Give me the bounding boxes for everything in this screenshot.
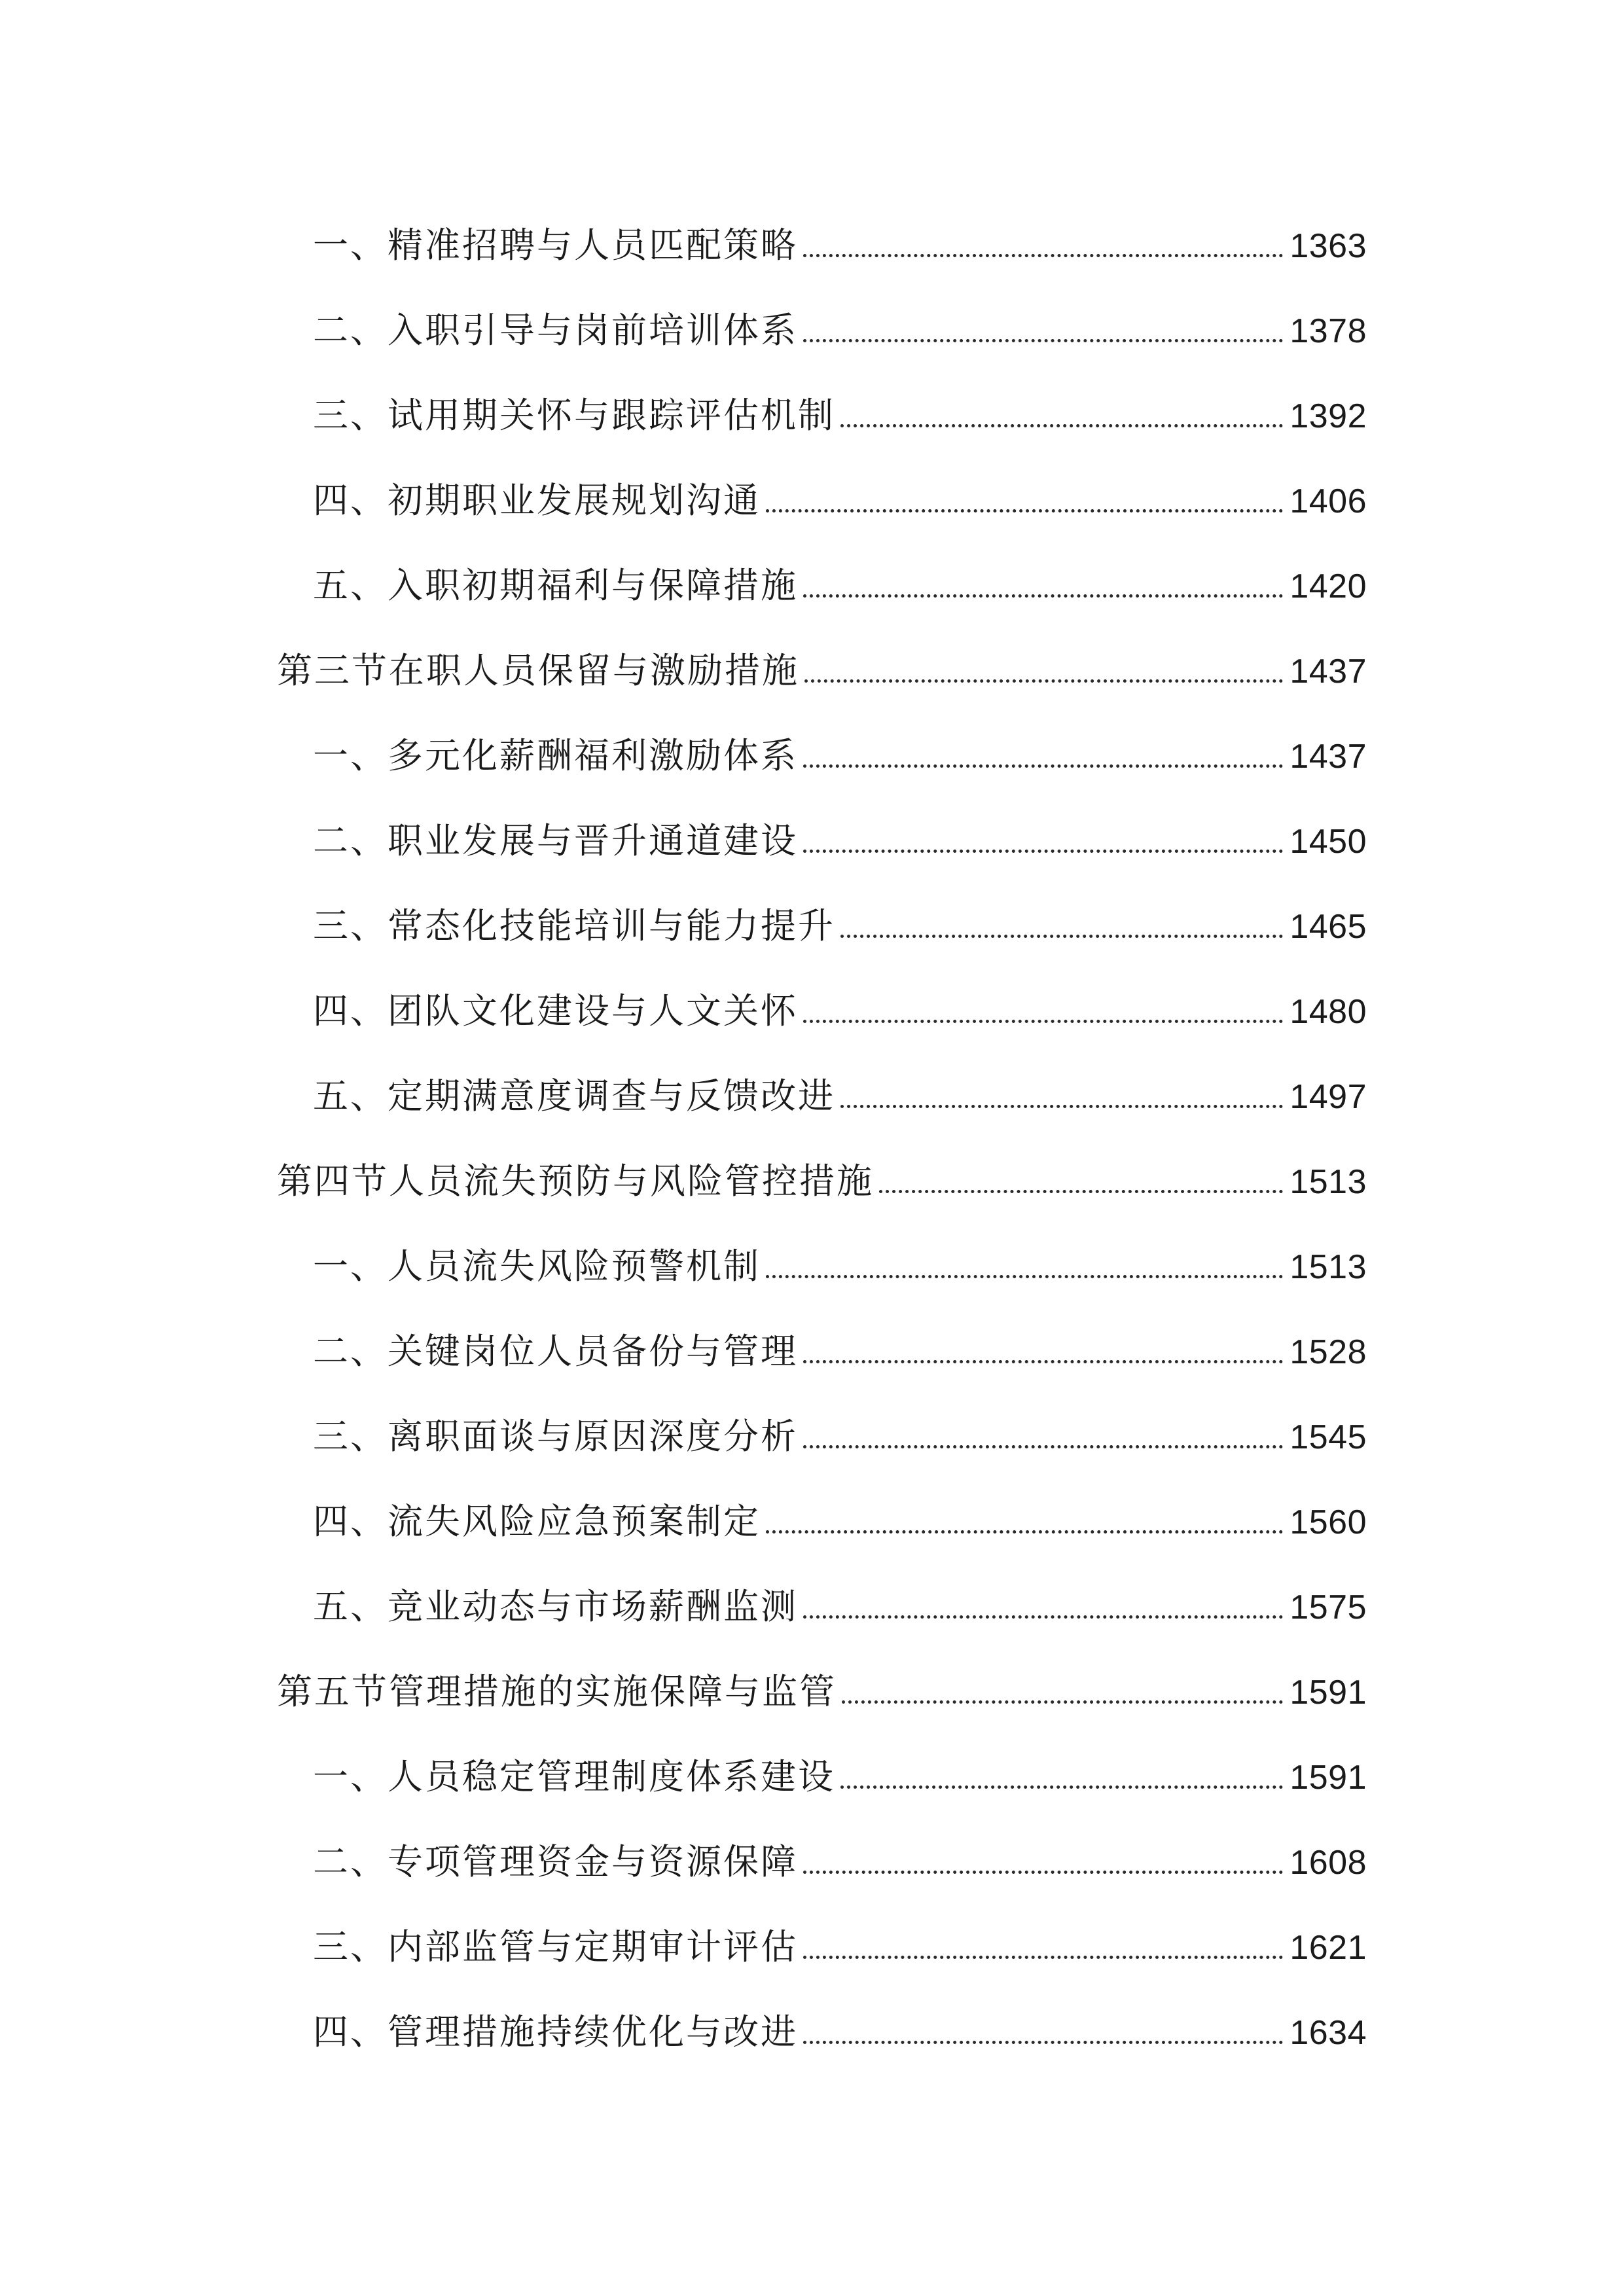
toc-dot-leader: [879, 1190, 1283, 1193]
toc-entry-page: 1560: [1290, 1503, 1367, 1541]
toc-entry-page: 1378: [1290, 312, 1367, 350]
toc-entry-title: 四、团队文化建设与人文关怀: [313, 990, 798, 1031]
toc-entry-title: 一、多元化薪酬福利激励体系: [313, 735, 798, 776]
toc-entry[interactable]: [313, 551, 1367, 606]
toc-dot-leader: [803, 1445, 1283, 1448]
toc-entry[interactable]: [313, 1912, 1367, 1965]
toc-entry-title: 三、试用期关怀与跟踪评估机制: [313, 395, 835, 436]
toc-entry-page: 1513: [1290, 1163, 1367, 1201]
toc-entry-title: 第三节在职人员保留与激励措施: [277, 650, 799, 691]
toc-entry-title: 第五节管理措施的实施保障与监管: [277, 1671, 837, 1712]
toc-entry-title: 二、关键岗位人员备份与管理: [313, 1331, 798, 1372]
toc-entry-title: 一、精准招聘与人员匹配策略: [313, 224, 798, 266]
toc-entry[interactable]: [313, 806, 1367, 859]
toc-entry-page: 1575: [1290, 1588, 1367, 1626]
toc-entry[interactable]: [313, 1487, 1367, 1542]
toc-entry-page: 1634: [1290, 2014, 1367, 2052]
toc-entry-title: 四、流失风险应急预案制定: [313, 1501, 761, 1542]
toc-entry[interactable]: [313, 1742, 1367, 1795]
toc-entry-page: 1406: [1290, 482, 1367, 520]
toc-entry-page: 1420: [1290, 567, 1367, 605]
toc-entry-title: 四、管理措施持续优化与改进: [313, 2011, 798, 2053]
toc-dot-leader: [803, 764, 1283, 768]
toc-entry[interactable]: [277, 1657, 1367, 1710]
toc-dot-leader: [803, 850, 1283, 853]
toc-dot-leader: [766, 1275, 1283, 1278]
toc-entry-title: 二、职业发展与晋升通道建设: [313, 820, 798, 861]
toc-dot-leader: [840, 935, 1283, 938]
toc-entry[interactable]: [313, 721, 1367, 774]
toc-entry[interactable]: [313, 211, 1367, 266]
toc-entry-page: 1591: [1290, 1674, 1367, 1712]
toc-entry-page: 1497: [1290, 1078, 1367, 1116]
toc-entry[interactable]: [313, 1998, 1367, 2053]
toc-dot-leader: [803, 339, 1283, 342]
toc-entry-title: 五、定期满意度调查与反馈改进: [313, 1075, 835, 1117]
toc-dot-leader: [803, 1020, 1283, 1023]
toc-entry-page: 1591: [1290, 1759, 1367, 1797]
toc-entry-title: 三、内部监管与定期审计评估: [313, 1926, 798, 1967]
toc-entry[interactable]: [313, 296, 1367, 351]
toc-dot-leader: [803, 1871, 1283, 1874]
toc-dot-leader: [803, 594, 1283, 598]
toc-entry-title: 第四节人员流失预防与风险管控措施: [277, 1160, 874, 1202]
toc-entry-page: 1437: [1290, 653, 1367, 691]
toc-entry-page: 1480: [1290, 993, 1367, 1031]
toc-dot-leader: [803, 1956, 1283, 1959]
toc-entry-page: 1621: [1290, 1929, 1367, 1967]
toc-entry[interactable]: [313, 1572, 1367, 1627]
toc-entry-title: 一、人员流失风险预警机制: [313, 1246, 761, 1287]
toc-dot-leader: [803, 254, 1283, 257]
toc-entry-page: 1545: [1290, 1418, 1367, 1456]
toc-dot-leader: [840, 1105, 1283, 1108]
toc-entry[interactable]: [313, 1317, 1367, 1372]
toc-entry[interactable]: [313, 1232, 1367, 1287]
toc-entry-page: 1528: [1290, 1333, 1367, 1371]
toc-entry-page: 1437: [1290, 738, 1367, 776]
toc-entry[interactable]: [277, 1147, 1367, 1202]
toc-entry[interactable]: [313, 977, 1367, 1029]
toc-entry-title: 二、入职引导与岗前培训体系: [313, 310, 798, 351]
toc-entry[interactable]: [313, 1827, 1367, 1880]
toc-dot-leader: [804, 679, 1283, 683]
toc-entry[interactable]: [313, 1062, 1367, 1117]
toc-dot-leader: [840, 424, 1283, 427]
toc-entry-page: 1363: [1290, 227, 1367, 265]
toc-dot-leader: [766, 1530, 1283, 1534]
toc-entry-title: 五、入职初期福利与保障措施: [313, 565, 798, 606]
toc-entry-title: 三、离职面谈与原因深度分析: [313, 1416, 798, 1457]
toc-entry[interactable]: [313, 466, 1367, 521]
toc-dot-leader: [803, 2041, 1283, 2044]
toc-dot-leader: [803, 1360, 1283, 1363]
toc-entry-title: 三、常态化技能培训与能力提升: [313, 905, 835, 946]
toc-dot-leader: [842, 1700, 1283, 1704]
toc-dot-leader: [840, 1785, 1283, 1789]
toc-entry-title: 一、人员稳定管理制度体系建设: [313, 1756, 835, 1797]
toc-entry[interactable]: [313, 1402, 1367, 1457]
toc-entry-page: 1450: [1290, 823, 1367, 861]
toc-dot-leader: [803, 1615, 1283, 1619]
toc-entry[interactable]: [313, 381, 1367, 436]
toc-dot-leader: [766, 509, 1283, 512]
toc-entry[interactable]: [277, 636, 1367, 689]
toc-entry-page: 1465: [1290, 908, 1367, 946]
toc-entry-title: 五、竞业动态与市场薪酬监测: [313, 1586, 798, 1627]
toc-entry-title: 四、初期职业发展规划沟通: [313, 480, 761, 521]
toc-entry[interactable]: [313, 891, 1367, 944]
toc-entry-page: 1513: [1290, 1248, 1367, 1286]
toc-entry-page: 1392: [1290, 397, 1367, 435]
toc-entry-page: 1608: [1290, 1844, 1367, 1882]
toc-entry-title: 二、专项管理资金与资源保障: [313, 1841, 798, 1882]
